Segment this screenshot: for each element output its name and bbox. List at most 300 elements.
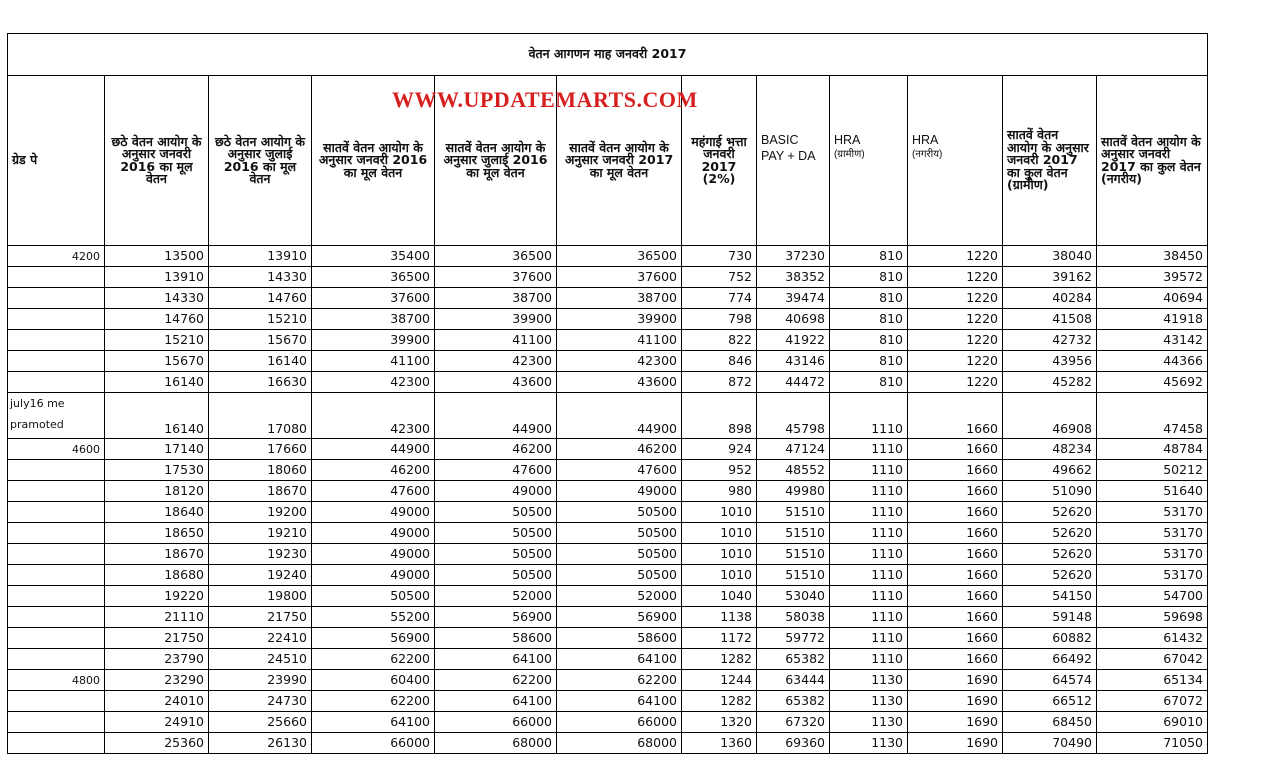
value-cell: 1138 bbox=[682, 607, 757, 628]
header-7th-jul2016: सातवें वेतन आयोग के अनुसार जुलाई 2016 का मूल वेतन bbox=[435, 76, 557, 246]
grade-pay-cell bbox=[8, 309, 105, 330]
header-hra-urban bbox=[908, 76, 1003, 246]
value-cell: 37600 bbox=[557, 267, 682, 288]
value-cell: 67072 bbox=[1097, 691, 1208, 712]
value-cell: 49000 bbox=[312, 523, 435, 544]
value-cell: 55200 bbox=[312, 607, 435, 628]
table-row bbox=[8, 523, 1208, 544]
value-cell: 65382 bbox=[757, 691, 830, 712]
value-cell: 18120 bbox=[105, 481, 209, 502]
value-cell: 752 bbox=[682, 267, 757, 288]
grade-pay-cell bbox=[8, 712, 105, 733]
value-cell: 1110 bbox=[830, 586, 908, 607]
grade-pay-cell bbox=[8, 460, 105, 481]
value-cell: 64100 bbox=[557, 691, 682, 712]
value-cell: 68000 bbox=[435, 733, 557, 754]
value-cell: 23290 bbox=[105, 670, 209, 691]
value-cell: 41100 bbox=[435, 330, 557, 351]
value-cell: 42300 bbox=[312, 372, 435, 393]
value-cell: 1690 bbox=[908, 733, 1003, 754]
value-cell: 1660 bbox=[908, 586, 1003, 607]
value-cell: 40284 bbox=[1003, 288, 1097, 309]
value-cell: 47458 bbox=[1097, 393, 1208, 439]
table-row bbox=[8, 481, 1208, 502]
value-cell: 53170 bbox=[1097, 565, 1208, 586]
grade-pay-cell bbox=[8, 481, 105, 502]
value-cell: 38700 bbox=[312, 309, 435, 330]
value-cell: 898 bbox=[682, 393, 757, 439]
value-cell: 68000 bbox=[557, 733, 682, 754]
value-cell: 43142 bbox=[1097, 330, 1208, 351]
value-cell: 1660 bbox=[908, 607, 1003, 628]
value-cell: 19210 bbox=[209, 523, 312, 544]
value-cell: 41508 bbox=[1003, 309, 1097, 330]
value-cell: 50500 bbox=[435, 544, 557, 565]
table-row bbox=[8, 372, 1208, 393]
value-cell: 49000 bbox=[312, 502, 435, 523]
value-cell: 64100 bbox=[312, 712, 435, 733]
value-cell: 51640 bbox=[1097, 481, 1208, 502]
value-cell: 1282 bbox=[682, 691, 757, 712]
value-cell: 42300 bbox=[435, 351, 557, 372]
value-cell: 70490 bbox=[1003, 733, 1097, 754]
value-cell: 46200 bbox=[435, 439, 557, 460]
value-cell: 59772 bbox=[757, 628, 830, 649]
value-cell: 810 bbox=[830, 330, 908, 351]
value-cell: 25360 bbox=[105, 733, 209, 754]
promoted-note-line1: july16 me bbox=[10, 397, 65, 410]
value-cell: 1110 bbox=[830, 544, 908, 565]
value-cell: 62200 bbox=[557, 670, 682, 691]
value-cell: 47124 bbox=[757, 439, 830, 460]
value-cell: 68450 bbox=[1003, 712, 1097, 733]
value-cell: 43600 bbox=[435, 372, 557, 393]
value-cell: 846 bbox=[682, 351, 757, 372]
value-cell: 60400 bbox=[312, 670, 435, 691]
value-cell: 1220 bbox=[908, 267, 1003, 288]
value-cell: 41922 bbox=[757, 330, 830, 351]
value-cell: 810 bbox=[830, 246, 908, 267]
value-cell: 1220 bbox=[908, 309, 1003, 330]
value-cell: 66512 bbox=[1003, 691, 1097, 712]
table-row bbox=[8, 670, 1208, 691]
value-cell: 41100 bbox=[557, 330, 682, 351]
value-cell: 1040 bbox=[682, 586, 757, 607]
value-cell: 19200 bbox=[209, 502, 312, 523]
value-cell: 49000 bbox=[312, 565, 435, 586]
grade-pay-cell bbox=[8, 733, 105, 754]
value-cell: 13500 bbox=[105, 246, 209, 267]
value-cell: 14760 bbox=[209, 288, 312, 309]
value-cell: 42732 bbox=[1003, 330, 1097, 351]
value-cell: 66492 bbox=[1003, 649, 1097, 670]
value-cell: 50500 bbox=[435, 523, 557, 544]
value-cell: 47600 bbox=[435, 460, 557, 481]
value-cell: 67320 bbox=[757, 712, 830, 733]
value-cell: 810 bbox=[830, 372, 908, 393]
value-cell: 18640 bbox=[105, 502, 209, 523]
header-7th-jan2016: सातवें वेतन आयोग के अनुसार जनवरी 2016 का मूल वेतन bbox=[312, 76, 435, 246]
table-row bbox=[8, 246, 1208, 267]
header-6th-jul2016: छठे वेतन आयोग के अनुसार जुलाई 2016 का मूल वेतन bbox=[209, 76, 312, 246]
value-cell: 56900 bbox=[557, 607, 682, 628]
value-cell: 35400 bbox=[312, 246, 435, 267]
value-cell: 24010 bbox=[105, 691, 209, 712]
grade-pay-cell bbox=[8, 288, 105, 309]
value-cell: 64100 bbox=[557, 649, 682, 670]
value-cell: 14330 bbox=[209, 267, 312, 288]
value-cell: 21110 bbox=[105, 607, 209, 628]
value-cell: 36500 bbox=[312, 267, 435, 288]
value-cell: 18060 bbox=[209, 460, 312, 481]
value-cell: 51510 bbox=[757, 523, 830, 544]
value-cell: 56900 bbox=[312, 628, 435, 649]
value-cell: 1220 bbox=[908, 288, 1003, 309]
value-cell: 810 bbox=[830, 288, 908, 309]
value-cell: 822 bbox=[682, 330, 757, 351]
value-cell: 51510 bbox=[757, 502, 830, 523]
value-cell: 51090 bbox=[1003, 481, 1097, 502]
value-cell: 1660 bbox=[908, 544, 1003, 565]
table-row bbox=[8, 628, 1208, 649]
value-cell: 50500 bbox=[557, 544, 682, 565]
value-cell: 64574 bbox=[1003, 670, 1097, 691]
value-cell: 952 bbox=[682, 460, 757, 481]
value-cell: 62200 bbox=[312, 649, 435, 670]
value-cell: 1130 bbox=[830, 712, 908, 733]
table-row bbox=[8, 586, 1208, 607]
value-cell: 66000 bbox=[435, 712, 557, 733]
value-cell: 53170 bbox=[1097, 544, 1208, 565]
table-row bbox=[8, 351, 1208, 372]
value-cell: 50212 bbox=[1097, 460, 1208, 481]
table-row bbox=[8, 607, 1208, 628]
value-cell: 52000 bbox=[557, 586, 682, 607]
header-total-urban: सातवें वेतन आयोग के अनुसार जनवरी 2017 का कुल वेतन (नगरीय) bbox=[1097, 76, 1208, 246]
value-cell: 1110 bbox=[830, 393, 908, 439]
value-cell: 47600 bbox=[557, 460, 682, 481]
value-cell: 69360 bbox=[757, 733, 830, 754]
value-cell: 51510 bbox=[757, 544, 830, 565]
value-cell: 15210 bbox=[105, 330, 209, 351]
value-cell: 38450 bbox=[1097, 246, 1208, 267]
value-cell: 1660 bbox=[908, 481, 1003, 502]
value-cell: 49000 bbox=[557, 481, 682, 502]
value-cell: 1660 bbox=[908, 565, 1003, 586]
value-cell: 62200 bbox=[312, 691, 435, 712]
value-cell: 1110 bbox=[830, 439, 908, 460]
table-row bbox=[8, 439, 1208, 460]
value-cell: 1220 bbox=[908, 330, 1003, 351]
value-cell: 39900 bbox=[435, 309, 557, 330]
value-cell: 1220 bbox=[908, 372, 1003, 393]
value-cell: 13910 bbox=[209, 246, 312, 267]
value-cell: 39900 bbox=[557, 309, 682, 330]
grade-pay-cell bbox=[8, 628, 105, 649]
salary-sheet bbox=[7, 33, 1207, 751]
value-cell: 25660 bbox=[209, 712, 312, 733]
value-cell: 17660 bbox=[209, 439, 312, 460]
value-cell: 16140 bbox=[105, 393, 209, 439]
value-cell: 38700 bbox=[435, 288, 557, 309]
value-cell: 1110 bbox=[830, 460, 908, 481]
value-cell: 54150 bbox=[1003, 586, 1097, 607]
header-6th-jan2016: छठे वेतन आयोग के अनुसार जनवरी 2016 का मूल वेतन bbox=[105, 76, 209, 246]
grade-pay-cell bbox=[8, 586, 105, 607]
value-cell: 18650 bbox=[105, 523, 209, 544]
grade-pay-cell bbox=[8, 544, 105, 565]
value-cell: 53170 bbox=[1097, 502, 1208, 523]
value-cell: 1110 bbox=[830, 649, 908, 670]
value-cell: 1690 bbox=[908, 691, 1003, 712]
value-cell: 49980 bbox=[757, 481, 830, 502]
value-cell: 810 bbox=[830, 267, 908, 288]
value-cell: 36500 bbox=[435, 246, 557, 267]
table-row bbox=[8, 393, 1208, 439]
value-cell: 17080 bbox=[209, 393, 312, 439]
value-cell: 53040 bbox=[757, 586, 830, 607]
value-cell: 15670 bbox=[209, 330, 312, 351]
hra-urban-label: HRA bbox=[912, 133, 939, 147]
value-cell: 14330 bbox=[105, 288, 209, 309]
value-cell: 65382 bbox=[757, 649, 830, 670]
value-cell: 1110 bbox=[830, 628, 908, 649]
grade-pay-cell: 4600 bbox=[8, 439, 105, 460]
value-cell: 17530 bbox=[105, 460, 209, 481]
grade-pay-cell bbox=[8, 372, 105, 393]
value-cell: 1660 bbox=[908, 523, 1003, 544]
value-cell: 44900 bbox=[435, 393, 557, 439]
value-cell: 46200 bbox=[557, 439, 682, 460]
header-total-rural: सातवें वेतन आयोग के अनुसार जनवरी 2017 का कुल वेतन (ग्रामीण) bbox=[1003, 76, 1097, 246]
value-cell: 44366 bbox=[1097, 351, 1208, 372]
grade-pay-cell bbox=[8, 267, 105, 288]
value-cell: 39162 bbox=[1003, 267, 1097, 288]
value-cell: 774 bbox=[682, 288, 757, 309]
value-cell: 1660 bbox=[908, 649, 1003, 670]
header-7th-jan2017: सातवें वेतन आयोग के अनुसार जनवरी 2017 का मूल वेतन bbox=[557, 76, 682, 246]
value-cell: 1130 bbox=[830, 670, 908, 691]
value-cell: 810 bbox=[830, 351, 908, 372]
value-cell: 1660 bbox=[908, 393, 1003, 439]
value-cell: 1010 bbox=[682, 544, 757, 565]
value-cell: 15210 bbox=[209, 309, 312, 330]
value-cell: 19240 bbox=[209, 565, 312, 586]
value-cell: 1130 bbox=[830, 733, 908, 754]
value-cell: 46908 bbox=[1003, 393, 1097, 439]
value-cell: 49000 bbox=[435, 481, 557, 502]
table-row bbox=[8, 544, 1208, 565]
table-row bbox=[8, 691, 1208, 712]
value-cell: 52620 bbox=[1003, 523, 1097, 544]
value-cell: 16140 bbox=[209, 351, 312, 372]
value-cell: 64100 bbox=[435, 691, 557, 712]
value-cell: 21750 bbox=[105, 628, 209, 649]
value-cell: 24730 bbox=[209, 691, 312, 712]
value-cell: 52620 bbox=[1003, 544, 1097, 565]
value-cell: 51510 bbox=[757, 565, 830, 586]
table-row bbox=[8, 288, 1208, 309]
value-cell: 48784 bbox=[1097, 439, 1208, 460]
hra-rural-sub: (ग्रामीण) bbox=[834, 149, 865, 161]
value-cell: 1320 bbox=[682, 712, 757, 733]
value-cell: 19230 bbox=[209, 544, 312, 565]
value-cell: 1690 bbox=[908, 670, 1003, 691]
value-cell: 62200 bbox=[435, 670, 557, 691]
value-cell: 66000 bbox=[557, 712, 682, 733]
grade-pay-cell bbox=[8, 607, 105, 628]
value-cell: 52620 bbox=[1003, 565, 1097, 586]
value-cell: 41100 bbox=[312, 351, 435, 372]
value-cell: 26130 bbox=[209, 733, 312, 754]
value-cell: 1690 bbox=[908, 712, 1003, 733]
value-cell: 56900 bbox=[435, 607, 557, 628]
value-cell: 1660 bbox=[908, 439, 1003, 460]
table-row bbox=[8, 330, 1208, 351]
grade-pay-cell bbox=[8, 330, 105, 351]
value-cell: 39572 bbox=[1097, 267, 1208, 288]
table-row bbox=[8, 502, 1208, 523]
value-cell: 58600 bbox=[557, 628, 682, 649]
grade-pay-cell bbox=[8, 649, 105, 670]
hra-urban-sub: (नगरीय) bbox=[912, 149, 943, 161]
value-cell: 60882 bbox=[1003, 628, 1097, 649]
value-cell: 66000 bbox=[312, 733, 435, 754]
value-cell: 42300 bbox=[557, 351, 682, 372]
table-row bbox=[8, 267, 1208, 288]
value-cell: 1110 bbox=[830, 481, 908, 502]
value-cell: 14760 bbox=[105, 309, 209, 330]
value-cell: 1660 bbox=[908, 460, 1003, 481]
value-cell: 48552 bbox=[757, 460, 830, 481]
table-row bbox=[8, 460, 1208, 481]
value-cell: 38352 bbox=[757, 267, 830, 288]
value-cell: 49000 bbox=[312, 544, 435, 565]
value-cell: 15670 bbox=[105, 351, 209, 372]
value-cell: 63444 bbox=[757, 670, 830, 691]
value-cell: 39900 bbox=[312, 330, 435, 351]
value-cell: 1660 bbox=[908, 502, 1003, 523]
value-cell: 18680 bbox=[105, 565, 209, 586]
value-cell: 1660 bbox=[908, 628, 1003, 649]
table-row bbox=[8, 712, 1208, 733]
value-cell: 58038 bbox=[757, 607, 830, 628]
value-cell: 38700 bbox=[557, 288, 682, 309]
value-cell: 65134 bbox=[1097, 670, 1208, 691]
value-cell: 19800 bbox=[209, 586, 312, 607]
grade-pay-cell: 4200 bbox=[8, 246, 105, 267]
value-cell: 54700 bbox=[1097, 586, 1208, 607]
value-cell: 50500 bbox=[312, 586, 435, 607]
value-cell: 41918 bbox=[1097, 309, 1208, 330]
value-cell: 50500 bbox=[435, 502, 557, 523]
value-cell: 1110 bbox=[830, 607, 908, 628]
value-cell: 38040 bbox=[1003, 246, 1097, 267]
value-cell: 1010 bbox=[682, 565, 757, 586]
value-cell: 980 bbox=[682, 481, 757, 502]
value-cell: 924 bbox=[682, 439, 757, 460]
grade-pay-cell bbox=[8, 502, 105, 523]
value-cell: 61432 bbox=[1097, 628, 1208, 649]
value-cell: 47600 bbox=[312, 481, 435, 502]
value-cell: 43956 bbox=[1003, 351, 1097, 372]
grade-pay-cell bbox=[8, 691, 105, 712]
grade-pay-cell: 4800 bbox=[8, 670, 105, 691]
value-cell: 39474 bbox=[757, 288, 830, 309]
value-cell: 52000 bbox=[435, 586, 557, 607]
value-cell: 23790 bbox=[105, 649, 209, 670]
value-cell: 43600 bbox=[557, 372, 682, 393]
value-cell: 37230 bbox=[757, 246, 830, 267]
value-cell: 1360 bbox=[682, 733, 757, 754]
value-cell: 37600 bbox=[435, 267, 557, 288]
value-cell: 17140 bbox=[105, 439, 209, 460]
value-cell: 50500 bbox=[557, 565, 682, 586]
table-row bbox=[8, 309, 1208, 330]
value-cell: 13910 bbox=[105, 267, 209, 288]
promoted-note bbox=[8, 393, 105, 439]
value-cell: 45692 bbox=[1097, 372, 1208, 393]
header-da: महंगाई भत्ता जनवरी 2017 (2%) bbox=[682, 76, 757, 246]
value-cell: 40698 bbox=[757, 309, 830, 330]
value-cell: 50500 bbox=[435, 565, 557, 586]
promoted-note-line2: pramoted bbox=[10, 418, 64, 431]
table-row bbox=[8, 733, 1208, 754]
value-cell: 1110 bbox=[830, 565, 908, 586]
value-cell: 53170 bbox=[1097, 523, 1208, 544]
value-cell: 59148 bbox=[1003, 607, 1097, 628]
value-cell: 22410 bbox=[209, 628, 312, 649]
salary-rows bbox=[8, 246, 1208, 754]
value-cell: 69010 bbox=[1097, 712, 1208, 733]
value-cell: 42300 bbox=[312, 393, 435, 439]
value-cell: 23990 bbox=[209, 670, 312, 691]
salary-table bbox=[7, 33, 1208, 754]
value-cell: 24510 bbox=[209, 649, 312, 670]
value-cell: 40694 bbox=[1097, 288, 1208, 309]
value-cell: 49662 bbox=[1003, 460, 1097, 481]
value-cell: 1110 bbox=[830, 523, 908, 544]
grade-pay-cell bbox=[8, 523, 105, 544]
value-cell: 16630 bbox=[209, 372, 312, 393]
grade-pay-cell bbox=[8, 565, 105, 586]
value-cell: 44472 bbox=[757, 372, 830, 393]
value-cell: 1130 bbox=[830, 691, 908, 712]
header-grade-pay: ग्रेड पे bbox=[8, 76, 105, 246]
value-cell: 48234 bbox=[1003, 439, 1097, 460]
value-cell: 36500 bbox=[557, 246, 682, 267]
value-cell: 46200 bbox=[312, 460, 435, 481]
value-cell: 1010 bbox=[682, 523, 757, 544]
value-cell: 37600 bbox=[312, 288, 435, 309]
value-cell: 810 bbox=[830, 309, 908, 330]
value-cell: 58600 bbox=[435, 628, 557, 649]
value-cell: 19220 bbox=[105, 586, 209, 607]
value-cell: 71050 bbox=[1097, 733, 1208, 754]
value-cell: 59698 bbox=[1097, 607, 1208, 628]
value-cell: 1244 bbox=[682, 670, 757, 691]
value-cell: 64100 bbox=[435, 649, 557, 670]
header-basic-da: BASIC PAY + DA bbox=[757, 76, 830, 246]
value-cell: 730 bbox=[682, 246, 757, 267]
table-row bbox=[8, 565, 1208, 586]
grade-pay-cell bbox=[8, 351, 105, 372]
value-cell: 18670 bbox=[209, 481, 312, 502]
value-cell: 44900 bbox=[312, 439, 435, 460]
value-cell: 45282 bbox=[1003, 372, 1097, 393]
value-cell: 1220 bbox=[908, 351, 1003, 372]
hra-rural-label: HRA bbox=[834, 133, 861, 147]
